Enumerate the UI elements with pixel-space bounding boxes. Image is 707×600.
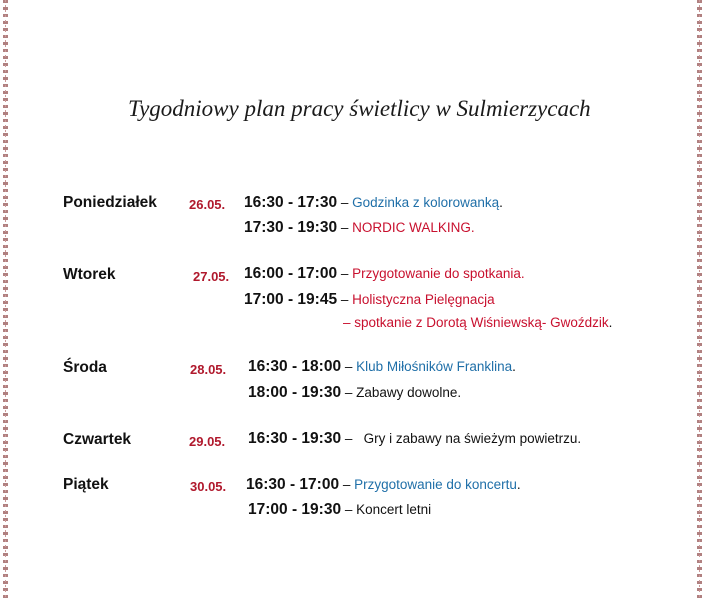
entry-activity: Przygotowanie do koncertu bbox=[354, 477, 517, 492]
entry-activity: Zabawy dowolne. bbox=[356, 385, 462, 400]
date-friday: 30.05. bbox=[190, 479, 227, 494]
entry-activity: Godzinka z kolorowanką bbox=[352, 195, 500, 210]
schedule-entry: 16:30 - 17:30 – Godzinka z kolorowanką. bbox=[244, 194, 503, 211]
page-title: Tygodniowy plan pracy świetlicy w Sulmierzycach bbox=[128, 96, 591, 121]
schedule-entry: 16:30 - 19:30 – Gry i zabawy na świeżym powietrzu. bbox=[248, 430, 582, 447]
entry-time: 17:00 - 19:45 bbox=[244, 291, 338, 308]
day-thursday: Czwartek bbox=[63, 431, 132, 448]
entry-activity: Klub Miłośników Franklina bbox=[356, 359, 513, 374]
date-tuesday: 27.05. bbox=[193, 269, 230, 284]
entry-time: 17:30 - 19:30 bbox=[244, 219, 338, 236]
schedule-entry: 16:30 - 18:00 – Klub Miłośników Franklina. bbox=[248, 358, 516, 375]
day-friday: Piątek bbox=[63, 476, 109, 493]
date-wednesday: 28.05. bbox=[190, 362, 227, 377]
schedule-entry: 17:30 - 19:30 – NORDIC WALKING. bbox=[244, 219, 475, 236]
entry-activity: Koncert letni bbox=[356, 502, 432, 517]
day-monday: Poniedziałek bbox=[63, 194, 157, 211]
date-thursday: 29.05. bbox=[189, 434, 226, 449]
entry-activity: NORDIC WALKING. bbox=[352, 220, 475, 235]
schedule-entry: 18:00 - 19:30 – Zabawy dowolne. bbox=[248, 384, 462, 401]
left-decorative-border bbox=[3, 0, 8, 600]
entry-time: 16:30 - 17:00 bbox=[246, 476, 340, 493]
entry-activity: Holistyczna Pielęgnacja bbox=[352, 292, 495, 307]
day-tuesday: Wtorek bbox=[63, 266, 116, 283]
entry-time: 16:30 - 19:30 bbox=[248, 430, 342, 447]
entry-time: 17:00 - 19:30 bbox=[248, 501, 342, 518]
entry-activity: Gry i zabawy na świeżym powietrzu. bbox=[363, 431, 582, 446]
entry-time: 18:00 - 19:30 bbox=[248, 384, 342, 401]
schedule-entry: 17:00 - 19:30 – Koncert letni bbox=[248, 501, 432, 518]
schedule-entry: 16:00 - 17:00 – Przygotowanie do spotkania. bbox=[244, 265, 525, 282]
entry-time: 16:00 - 17:00 bbox=[244, 265, 338, 282]
entry-time: 16:30 - 17:30 bbox=[244, 194, 338, 211]
right-decorative-border bbox=[697, 0, 702, 600]
entry-time: 16:30 - 18:00 bbox=[248, 358, 342, 375]
schedule-entry: 17:00 - 19:45 – Holistyczna Pielęgnacja bbox=[244, 291, 495, 308]
day-wednesday: Środa bbox=[63, 359, 107, 376]
schedule-entry: 16:30 - 17:00 – Przygotowanie do koncertu. bbox=[246, 476, 521, 493]
date-monday: 26.05. bbox=[189, 197, 226, 212]
entry-continuation: – spotkanie z Dorotą Wiśniewską- Gwoździk. bbox=[343, 315, 613, 330]
entry-activity: Przygotowanie do spotkania. bbox=[352, 266, 525, 281]
